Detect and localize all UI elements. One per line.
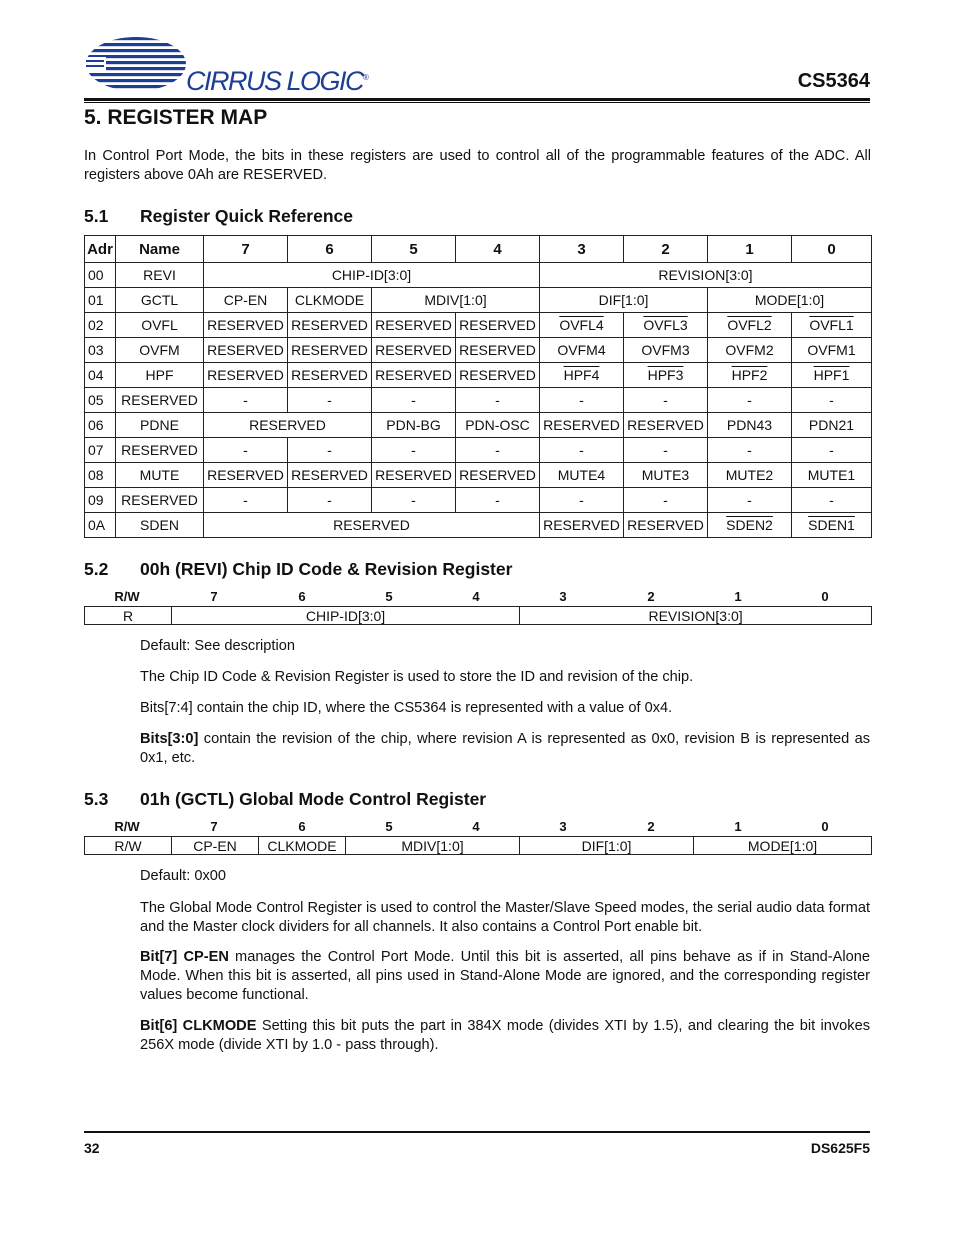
heading-5-3: [84, 789, 486, 810]
bit-field-label: RESERVED: [627, 517, 704, 533]
bit-field-label: RESERVED: [291, 342, 368, 358]
bit-field-label: -: [495, 442, 500, 458]
bit-field-label: CLKMODE: [294, 292, 365, 308]
bit-field-label: RESERVED: [375, 342, 452, 358]
heading-5-1: [84, 206, 353, 227]
bit-field-label: -: [243, 392, 248, 408]
bit-field-label: -: [747, 492, 752, 508]
revi-paragraph-2: Bits[7:4] contain the chip ID, where the CS5364 is represented with a value of 0x4.: [140, 700, 673, 716]
bit-field-label: -: [411, 492, 416, 508]
column-header: 6: [288, 236, 372, 263]
bit-field-label: OVFM1: [807, 342, 856, 358]
bit-label: R/W: [114, 819, 140, 834]
bit-label: 5: [385, 819, 393, 834]
bit-field: [792, 488, 872, 513]
bit-field: [204, 513, 540, 538]
section-intro: In Control Port Mode, the bits in these registers are used to control all of the programmable features of the ADC. All registers above 0Ah are RESERVED.: [84, 148, 871, 183]
bit-field: MDIV[1:0]: [346, 837, 520, 855]
bit-field-label: MUTE3: [641, 467, 690, 483]
bit-field-label: MUTE2: [725, 467, 774, 483]
bit-label: 2: [647, 589, 655, 604]
bit-label: 4: [472, 589, 480, 604]
bit-label: 0: [821, 589, 829, 604]
bit-label: 3: [559, 819, 567, 834]
register-name: MUTE: [116, 463, 204, 488]
heading-text: 00h (REVI) Chip ID Code & Revision Register: [140, 559, 513, 579]
footer-doc-id: DS625F5: [810, 1140, 870, 1156]
register-name: HPF: [116, 363, 204, 388]
bit-field: [540, 288, 708, 313]
table-row: [85, 388, 872, 413]
bit-field: [288, 338, 372, 363]
bit-field-label: OVFL2: [727, 317, 772, 333]
paragraph-text: contain the revision of the chip, where revision A is represented as 0x0, revision B is represented as 0x1, etc.: [140, 731, 870, 766]
bit-field: [288, 438, 372, 463]
bit-field: [456, 388, 540, 413]
bit-field: [204, 363, 288, 388]
table-row: [85, 338, 872, 363]
bit-field-label: -: [829, 492, 834, 508]
bit-field-label: CHIP-ID[3:0]: [331, 267, 412, 283]
bit-field: [708, 388, 792, 413]
bit-field-label: RESERVED: [543, 417, 620, 433]
bold-term: Bits[3:0]: [140, 731, 199, 747]
bit-field-label: OVFM4: [557, 342, 606, 358]
register-address: 05: [85, 388, 116, 413]
register-name: OVFL: [116, 313, 204, 338]
bit-field-label: RESERVED: [249, 417, 326, 433]
bit-field: [372, 338, 456, 363]
register-name: OVFM: [116, 338, 204, 363]
bit-field: [204, 438, 288, 463]
bit-field: [540, 488, 624, 513]
gctl-paragraph-3: [140, 1017, 870, 1055]
column-header: 2: [624, 236, 708, 263]
bit-field-label: RESERVED: [375, 467, 452, 483]
bit-label: 2: [647, 819, 655, 834]
bit-field: [372, 288, 540, 313]
bit-field-label: -: [829, 392, 834, 408]
bit-field-label: HPF2: [731, 367, 768, 383]
bit-label: 4: [472, 819, 480, 834]
bit-field: [456, 488, 540, 513]
bit-field-label: OVFL1: [809, 317, 854, 333]
bit-field: [624, 513, 708, 538]
bit-label: R/W: [114, 589, 140, 604]
register-address: 00: [85, 263, 116, 288]
gctl-paragraph-1: The Global Mode Control Register is used to control the Master/Slave Speed modes, the serial audio data format and the Master clock dividers for all channels. It also contains a Control Port enable bit.: [140, 900, 870, 935]
bit-field-label: HPF4: [563, 367, 600, 383]
register-name: PDNE: [116, 413, 204, 438]
bit-field: [204, 263, 540, 288]
bit-field: [204, 338, 288, 363]
bit-field: [456, 338, 540, 363]
table-row: [85, 488, 872, 513]
bit-field-label: RESERVED: [207, 342, 284, 358]
bit-field-label: SDEN2: [726, 517, 773, 533]
bit-field: CP-EN: [172, 837, 259, 855]
bit-field-label: -: [663, 442, 668, 458]
bit-field-label: RESERVED: [459, 342, 536, 358]
bit-field-label: -: [747, 392, 752, 408]
bit-field: [540, 313, 624, 338]
header-rule: [84, 98, 870, 103]
bit-field-label: RESERVED: [291, 367, 368, 383]
heading-number: 5.3: [84, 789, 109, 809]
bit-field: [204, 288, 288, 313]
bit-field: [456, 313, 540, 338]
bit-field: [708, 488, 792, 513]
revi-register-table: [84, 606, 872, 625]
heading-5-2: [84, 559, 512, 580]
bit-field: [792, 413, 872, 438]
bit-field-label: PDN21: [808, 417, 855, 433]
paragraph-text: manages the Control Port Mode. Until this bit is asserted, all pins behave as if in Stand-Alone Mode. When this bit is asserted, all pins used in Stand-Alone Mode are ignored, and the corresponding register values become functional.: [140, 949, 870, 1003]
table-row: [85, 288, 872, 313]
bit-field: [624, 438, 708, 463]
register-quick-reference-table: [84, 235, 872, 538]
bit-field-label: OVFM2: [725, 342, 774, 358]
column-header: 5: [372, 236, 456, 263]
table-row: [85, 837, 872, 855]
table-row: [85, 463, 872, 488]
bit-field-label: -: [327, 492, 332, 508]
bit-field-label: RESERVED: [543, 517, 620, 533]
bit-field: [708, 513, 792, 538]
bit-field-label: -: [243, 442, 248, 458]
register-name: RESERVED: [116, 438, 204, 463]
bit-field-label: RESERVED: [459, 317, 536, 333]
register-name: RESERVED: [116, 488, 204, 513]
bit-field: [708, 338, 792, 363]
bit-label: 1: [734, 589, 742, 604]
registered-mark: ®: [363, 73, 368, 82]
register-address: 02: [85, 313, 116, 338]
bit-field: [624, 488, 708, 513]
bit-field-label: -: [829, 442, 834, 458]
bit-label: 6: [298, 589, 306, 604]
bit-field: [288, 313, 372, 338]
bit-field: [288, 288, 372, 313]
bit-label: 5: [385, 589, 393, 604]
bold-term: Bit[7] CP-EN: [140, 949, 229, 965]
page-number: 32: [84, 1140, 100, 1156]
bit-field-label: RESERVED: [333, 517, 410, 533]
column-header: 0: [792, 236, 872, 263]
bit-label: 6: [298, 819, 306, 834]
bit-field: [624, 313, 708, 338]
bit-field: [540, 463, 624, 488]
column-header: 3: [540, 236, 624, 263]
bit-field: [456, 438, 540, 463]
register-name: GCTL: [116, 288, 204, 313]
bit-field: [540, 513, 624, 538]
bit-field-label: -: [747, 442, 752, 458]
bit-field: [288, 488, 372, 513]
bit-field: [708, 413, 792, 438]
table-row: [85, 513, 872, 538]
bit-field: CHIP-ID[3:0]: [172, 607, 520, 625]
bit-field: [456, 413, 540, 438]
bit-field: [540, 338, 624, 363]
revi-default: Default: See description: [140, 638, 295, 654]
bit-field: [792, 388, 872, 413]
bit-field-label: PDN43: [726, 417, 773, 433]
bit-field-label: SDEN1: [808, 517, 855, 533]
bit-field: [540, 363, 624, 388]
bit-field-label: RESERVED: [291, 317, 368, 333]
bit-field: [540, 438, 624, 463]
bit-field-label: -: [243, 492, 248, 508]
bit-field: R/W: [85, 837, 172, 855]
bit-field-label: OVFL4: [559, 317, 604, 333]
register-address: 04: [85, 363, 116, 388]
bit-field-label: -: [411, 442, 416, 458]
bit-field: [624, 463, 708, 488]
register-address: 01: [85, 288, 116, 313]
bit-label: 7: [210, 589, 218, 604]
bit-field-label: -: [327, 442, 332, 458]
table-header-row: [85, 236, 872, 263]
bit-field-label: -: [663, 392, 668, 408]
bit-field-label: HPF3: [647, 367, 684, 383]
bit-field: REVISION[3:0]: [520, 607, 872, 625]
bit-field-label: -: [663, 492, 668, 508]
bit-field: R: [85, 607, 172, 625]
bit-field: [540, 263, 872, 288]
bit-field: [624, 338, 708, 363]
bit-field: [792, 463, 872, 488]
bit-field: [708, 463, 792, 488]
register-address: 0A: [85, 513, 116, 538]
bit-field: [792, 338, 872, 363]
bit-field: [624, 413, 708, 438]
heading-number: 5.1: [84, 206, 109, 226]
bit-field-label: -: [579, 492, 584, 508]
gctl-bit-header: [84, 819, 871, 835]
bit-field: [204, 388, 288, 413]
bit-field: [708, 288, 872, 313]
bit-field-label: MUTE1: [807, 467, 856, 483]
heading-number: 5.2: [84, 559, 109, 579]
bit-field: [372, 438, 456, 463]
logo-globe-icon: [84, 34, 194, 94]
bit-field: DIF[1:0]: [520, 837, 694, 855]
bit-field-label: RESERVED: [459, 367, 536, 383]
table-row: [85, 263, 872, 288]
bit-field: [288, 388, 372, 413]
heading-text: Register Quick Reference: [140, 206, 354, 226]
bit-field: [372, 388, 456, 413]
brand-wordmark: [186, 66, 367, 97]
bit-label: 0: [821, 819, 829, 834]
bit-field: [792, 438, 872, 463]
bit-field-label: OVFM3: [641, 342, 690, 358]
bit-field-label: REVISION[3:0]: [658, 267, 753, 283]
bit-field: [456, 363, 540, 388]
bit-field-label: -: [579, 392, 584, 408]
table-row: [85, 363, 872, 388]
revi-paragraph-3: [140, 730, 870, 768]
register-address: 09: [85, 488, 116, 513]
bit-field: [372, 488, 456, 513]
doc-id: CS5364: [797, 70, 870, 92]
bit-field-label: RESERVED: [291, 467, 368, 483]
bit-field-label: RESERVED: [459, 467, 536, 483]
column-header: Name: [116, 236, 204, 263]
bit-field-label: MDIV[1:0]: [424, 292, 487, 308]
bit-field-label: -: [495, 392, 500, 408]
table-row: [85, 438, 872, 463]
bit-label: 3: [559, 589, 567, 604]
gctl-register-table: [84, 836, 872, 855]
column-header: 7: [204, 236, 288, 263]
bit-field-label: RESERVED: [207, 367, 284, 383]
bit-field: [204, 313, 288, 338]
bit-field: [372, 363, 456, 388]
brand-name: CIRRUS LOGIC: [186, 66, 364, 96]
bit-field: [204, 463, 288, 488]
bit-field-label: -: [327, 392, 332, 408]
bit-field: [288, 463, 372, 488]
register-name: SDEN: [116, 513, 204, 538]
bit-field: [792, 513, 872, 538]
bit-field: [708, 313, 792, 338]
bit-field-label: RESERVED: [207, 467, 284, 483]
bit-field: [540, 413, 624, 438]
bit-label: 7: [210, 819, 218, 834]
bit-field-label: DIF[1:0]: [598, 292, 649, 308]
bit-field: [372, 413, 456, 438]
section-title: 5. REGISTER MAP: [84, 106, 268, 129]
bit-field: [456, 463, 540, 488]
footer-rule: [84, 1131, 870, 1133]
bit-field-label: PDN-OSC: [465, 417, 530, 433]
bit-field: MODE[1:0]: [694, 837, 872, 855]
bit-field-label: PDN-BG: [386, 417, 441, 433]
column-header: 4: [456, 236, 540, 263]
register-address: 07: [85, 438, 116, 463]
column-header: Adr: [85, 236, 116, 263]
bit-field-label: RESERVED: [627, 417, 704, 433]
bit-field-label: HPF1: [813, 367, 850, 383]
bold-term: Bit[6] CLKMODE: [140, 1018, 257, 1034]
column-header: 1: [708, 236, 792, 263]
register-name: RESERVED: [116, 388, 204, 413]
bit-field-label: MUTE4: [557, 467, 606, 483]
bit-field-label: CP-EN: [223, 292, 268, 308]
table-row: [85, 607, 872, 625]
bit-field-label: -: [411, 392, 416, 408]
bit-field-label: -: [579, 442, 584, 458]
revi-bit-header: [84, 589, 871, 605]
bit-field-label: RESERVED: [375, 317, 452, 333]
bit-field-label: -: [495, 492, 500, 508]
bit-field-label: RESERVED: [207, 317, 284, 333]
bit-field: [540, 388, 624, 413]
table-row: [85, 413, 872, 438]
bit-field: [708, 438, 792, 463]
bit-field: [204, 413, 372, 438]
bit-field: CLKMODE: [259, 837, 346, 855]
bit-field: [708, 363, 792, 388]
register-address: 06: [85, 413, 116, 438]
bit-field-label: OVFL3: [643, 317, 688, 333]
heading-text: 01h (GCTL) Global Mode Control Register: [140, 789, 487, 809]
bit-field: [288, 363, 372, 388]
gctl-paragraph-2: [140, 948, 870, 1005]
bit-field: [372, 463, 456, 488]
table-row: [85, 313, 872, 338]
bit-label: 1: [734, 819, 742, 834]
paragraph-text: Setting this bit puts the part in 384X mode (divides XTI by 1.5), and clearing the bit invokes 256X mode (divide XTI by 1.0 - pass through).: [140, 1018, 871, 1053]
revi-paragraph-1: The Chip ID Code & Revision Register is used to store the ID and revision of the chip.: [140, 669, 694, 685]
bit-field: [624, 363, 708, 388]
register-address: 03: [85, 338, 116, 363]
bit-field-label: RESERVED: [375, 367, 452, 383]
bit-field: [792, 313, 872, 338]
bit-field: [204, 488, 288, 513]
register-name: REVI: [116, 263, 204, 288]
register-address: 08: [85, 463, 116, 488]
bit-field-label: MODE[1:0]: [754, 292, 825, 308]
bit-field: [792, 363, 872, 388]
bit-field: [372, 313, 456, 338]
gctl-default: Default: 0x00: [140, 868, 226, 884]
bit-field: [624, 388, 708, 413]
